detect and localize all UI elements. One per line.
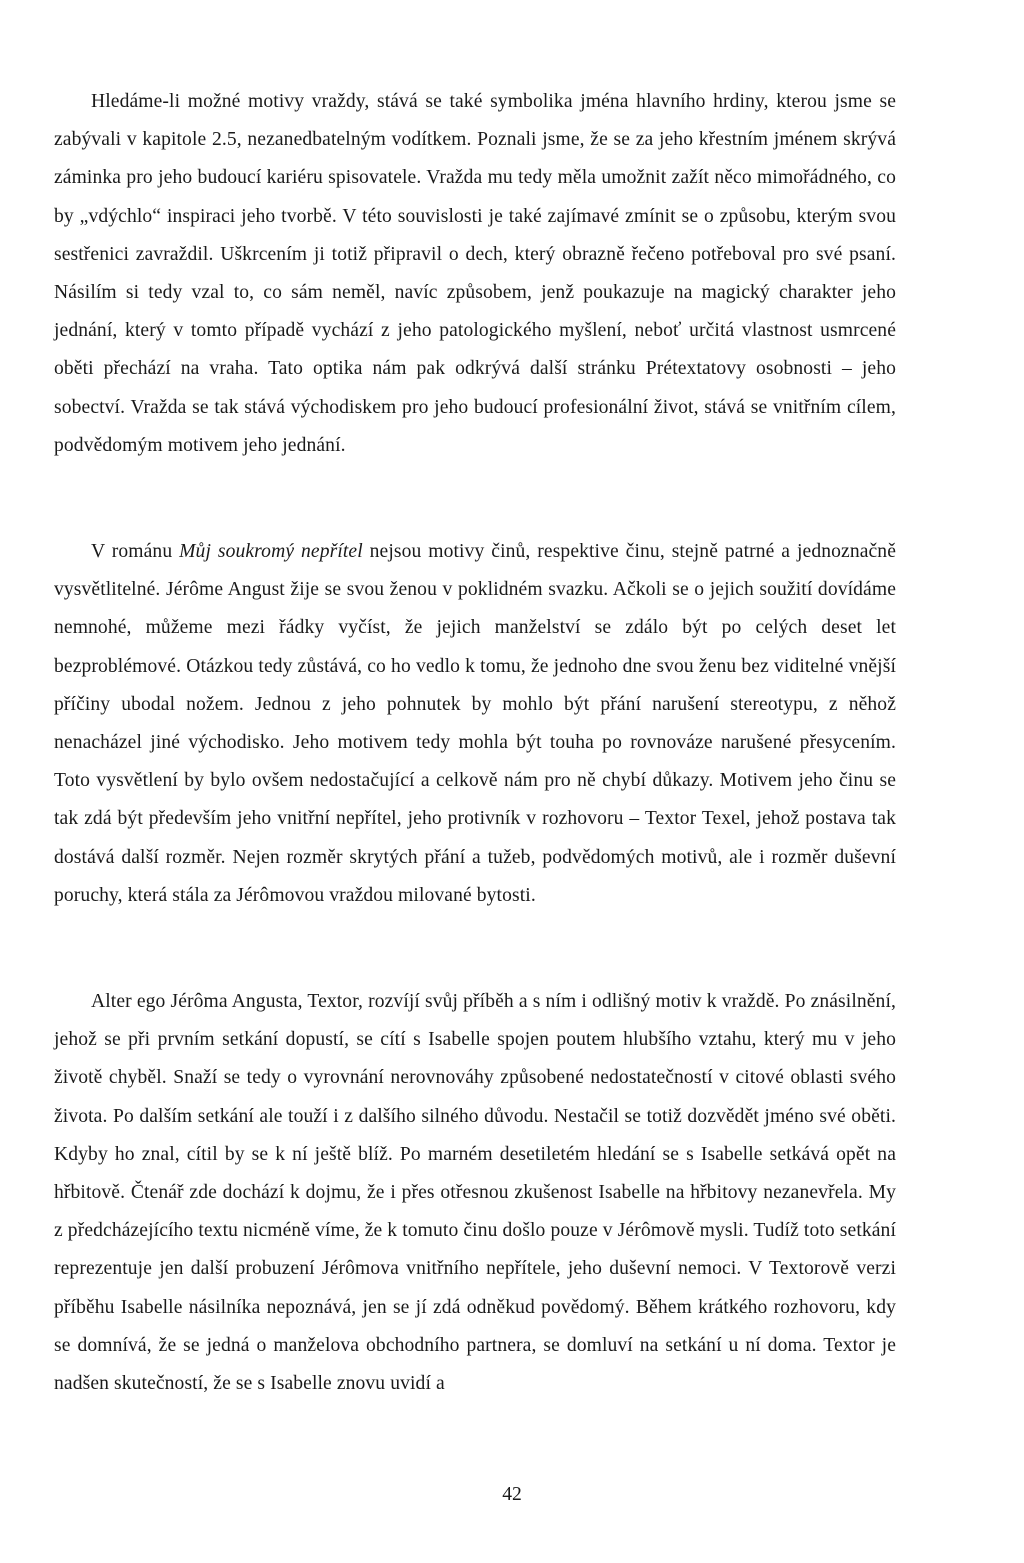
paragraph-1: Hledáme-li možné motivy vraždy, stává se také symbolika jména hlavního hrdiny, kterou jsme se zabývali v kapitole 2.5, nezanedbatelným vodítkem. Poznali jsme, že se za jeho křestním jménem skrývá záminka pro jeho budoucí kariéru spisovatele. Vražda mu tedy měla umožnit zažít něco mimořádného, co by „vdýchlo“ inspiraci jeho tvorbě. V této souvislosti je také zajímavé zmínit se o způsobu, kterým svou sestřenici zavraždil. Uškrcením ji totiž připravil o dech, který obrazně řečeno potřeboval pro své psaní. Násilím si tedy vzal to, co sám neměl, navíc způsobem, jenž poukazuje na magický charakter jeho jednání, který v tomto případě vychází z jeho patologického myšlení, neboť určitá vlastnost usmrcené oběti přechází na vraha. Tato optika nám pak odkrývá další stránku Prétextatovy osobnosti – jeho sobectví. Vražda se tak stává východiskem pro jeho budoucí profesionální život, stává se vnitřním cílem, podvědomým motivem jeho jednání. — [54, 91, 896, 456]
page-number: 42 — [502, 1484, 522, 1505]
book-title: Můj soukromý nepřítel — [179, 541, 363, 562]
paragraph-2-rest: nejsou motivy činů, respektive činu, stejně patrné a jednoznačně vysvětlitelné. Jérôme Angust žije se svou ženou v poklidném svazku. Ačkoli se o jejich soužití dovídáme nemnohé, můžeme mezi řádky vyčíst, že jejich manželství se zdálo být po celých deset let bezproblémové. Otázkou tedy zůstává, co ho vedlo k tomu, že jednoho dne svou ženu bez viditelné vnější příčiny ubodal nožem. Jednou z jeho pohnutek by mohlo být přání narušení stereotypu, z něhož nenacházel jiné východisko. Jeho motivem tedy mohla být touha po rovnováze narušené přesycením. Toto vysvětlení by bylo ovšem nedostačující a celkově nám pro ně chybí důkazy. Motivem jeho činu se tak zdá být především jeho vnitřní nepřítel, jeho protivník v rozhovoru – Textor Texel, jehož postava tak dostává další rozměr. Nejen rozměr skrytých přání a tužeb, podvědomých motivů, ale i rozměr duševní poruchy, která stála za Jérômovou vraždou milované bytosti. — [54, 541, 896, 906]
paragraph-2-lead: V románu — [91, 541, 180, 562]
paragraph-2 — [54, 533, 896, 915]
paragraph-3: Alter ego Jérôma Angusta, Textor, rozvíjí svůj příběh a s ním i odlišný motiv k vraždě. Po znásilnění, jehož se při prvním setkání dopustí, se cítí s Isabelle spojen poutem hlubšího vztahu, který mu v jeho životě chyběl. Snaží se tedy o vyrovnání nerovnováhy způsobené nedostatečností v citové oblasti svého života. Po dalším setkání ale touží i z dalšího silného důvodu. Nestačil se totiž dozvědět jméno své oběti. Kdyby ho znal, cítil by se k ní ještě blíž. Po marném desetiletém hledání se s Isabelle setkává opět na hřbitově. Čtenář zde dochází k dojmu, že i přes otřesnou zkušenost Isabelle na hřbitovy nezanevřela. My z předcházejícího textu nicméně víme, že k tomuto činu došlo pouze v Jérômově mysli. Tudíž toto setkání reprezentuje jen další probuzení Jérômova vnitřního nepřítele, jeho duševní nemoci. V Textorově verzi příběhu Isabelle násilníka nepoznává, jen se jí zdá odněkud povědomý. Během krátkého rozhovoru, kdy se domnívá, že se jedná o manželova obchodního partnera, se domluví na setkání u ní doma. Textor je nadšen skutečností, že se s Isabelle znovu uvidí a — [54, 991, 896, 1395]
